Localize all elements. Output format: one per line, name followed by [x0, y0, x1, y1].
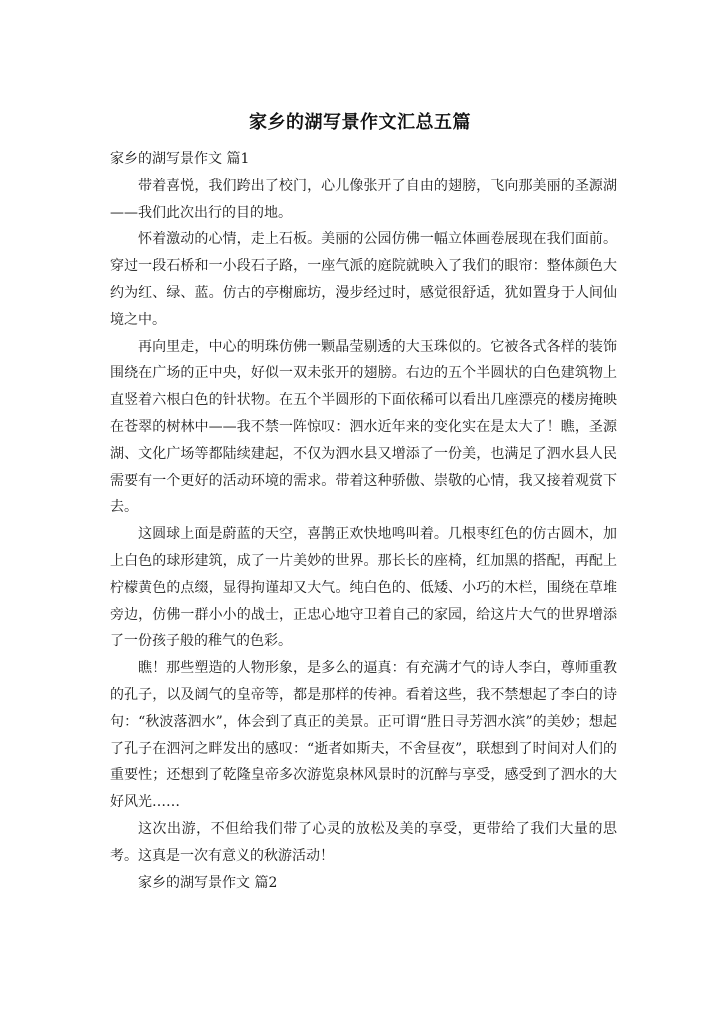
document-title: 家乡的湖写景作文汇总五篇 [249, 112, 471, 133]
section-heading: 家乡的湖写景作文 篇2 [138, 874, 278, 891]
paragraph: 瞧！那些塑造的人物形象，是多么的逼真：有充满才气的诗人李白，尊师重教的孔子，以及阔气的皇帝等，都是那样的传神。看着这些，我不禁想起了李白的诗句：“秋波落泗水”，体会到了真正的美景。正可谓“胜日寻芳泗水滨”的美妙；想起了孔子在泗河之畔发出的感叹：“逝者如斯夫，不舍昼夜”，联想到了时间对人们的重要性；还想到了乾隆皇帝多次游览泉林风景时的沉醉与享受，感受到了泗水的大好风光…… [110, 660, 617, 811]
paragraph: 怀着激动的心情，走上石板。美丽的公园仿佛一幅立体画卷展现在我们面前。穿过一段石桥和一小段石子路，一座气派的庭院就映入了我们的眼帘：整体颜色大约为红、绿、蓝。仿古的亭榭廊坊，漫步经过时，感觉很舒适，犹如置身于人间仙境之中。 [110, 231, 617, 328]
paragraph: 这次出游，不但给我们带了心灵的放松及美的享受，更带给了我们大量的思考。这真是一次有意义的秋游活动！ [110, 820, 617, 864]
paragraph: 再向里走，中心的明珠仿佛一颗晶莹剔透的大玉珠似的。它被各式各样的装饰围绕在广场的正中央，好似一双未张开的翅膀。右边的五个半圆状的白色建筑物上直竖着六根白色的针状物。在五个半圆形的下面依稀可以看出几座漂亮的楼房掩映在苍翠的树林中——我不禁一阵惊叹：泗水近年来的变化实在是太大了！瞧，圣源湖、文化广场等都陆续建起，不仅为泗水县又增添了一份美，也满足了泗水县人民需要有一个更好的活动环境的需求。带着这种骄傲、崇敬的心情，我又接着观赏下去。 [110, 338, 617, 516]
section-heading: 家乡的湖写景作文 篇1 [110, 151, 250, 167]
paragraph: 这圆球上面是蔚蓝的天空，喜鹊正欢快地鸣叫着。几根枣红色的仿古圆木，加上白色的球形建筑，成了一片美妙的世界。那长长的座椅，红加黑的搭配，再配上柠檬黄色的点缀，显得拘谨却又大气。纯白色的、低矮、小巧的木栏，围绕在草堆旁边，仿佛一群小小的战士，正忠心地守卫着自己的家园，给这片大气的世界增添了一份孩子般的稚气的色彩。 [110, 526, 617, 650]
document-body [110, 146, 617, 896]
paragraph: 带着喜悦，我们跨出了校门，心儿像张开了自由的翅膀，飞向那美丽的圣源湖——我们此次出行的目的地。 [110, 177, 617, 221]
